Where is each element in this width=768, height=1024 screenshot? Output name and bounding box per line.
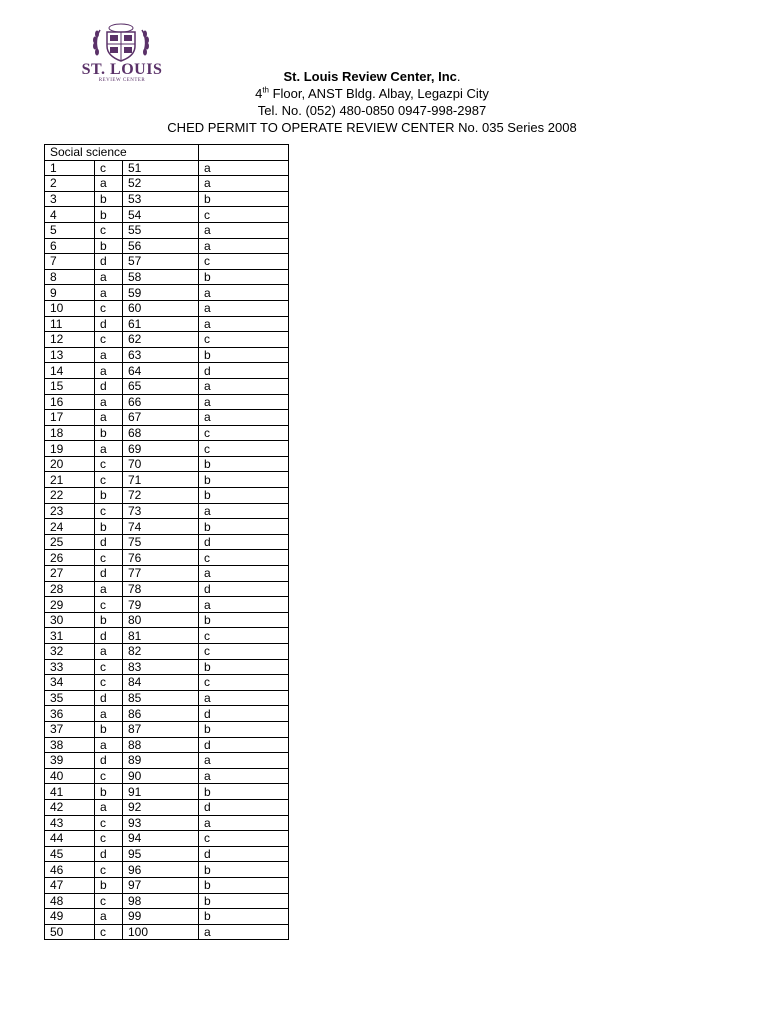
table-row (45, 456, 289, 472)
answer-left: c (95, 550, 123, 566)
letterhead (100, 68, 644, 136)
answer-right: c (199, 425, 289, 441)
answer-left: d (95, 534, 123, 550)
answer-left: a (95, 394, 123, 410)
table-row (45, 300, 289, 316)
answer-left: c (95, 831, 123, 847)
item-number-right: 72 (123, 488, 199, 504)
answer-right: d (199, 706, 289, 722)
item-number-left: 10 (45, 300, 95, 316)
item-number-right: 82 (123, 644, 199, 660)
answer-left: c (95, 503, 123, 519)
item-number-right: 54 (123, 207, 199, 223)
item-number-left: 45 (45, 846, 95, 862)
table-row (45, 472, 289, 488)
item-number-left: 11 (45, 316, 95, 332)
item-number-right: 74 (123, 519, 199, 535)
table-row (45, 519, 289, 535)
item-number-left: 5 (45, 222, 95, 238)
item-number-left: 42 (45, 799, 95, 815)
table-row (45, 441, 289, 457)
answer-right: a (199, 316, 289, 332)
answer-right: a (199, 394, 289, 410)
item-number-right: 63 (123, 347, 199, 363)
item-number-left: 24 (45, 519, 95, 535)
answer-left: a (95, 644, 123, 660)
answer-left: a (95, 347, 123, 363)
item-number-right: 76 (123, 550, 199, 566)
answer-right: a (199, 410, 289, 426)
logo-subtitle: REVIEW CENTER (98, 78, 146, 83)
answer-right: b (199, 456, 289, 472)
answer-right: d (199, 581, 289, 597)
item-number-right: 68 (123, 425, 199, 441)
table-row (45, 799, 289, 815)
table-row (45, 269, 289, 285)
answer-left: b (95, 519, 123, 535)
answer-left: a (95, 737, 123, 753)
item-number-right: 55 (123, 222, 199, 238)
item-number-right: 59 (123, 285, 199, 301)
answer-left: b (95, 488, 123, 504)
item-number-left: 40 (45, 768, 95, 784)
item-number-left: 3 (45, 191, 95, 207)
item-number-left: 2 (45, 176, 95, 192)
answer-right: b (199, 862, 289, 878)
answer-right: a (199, 815, 289, 831)
item-number-right: 62 (123, 332, 199, 348)
table-row (45, 410, 289, 426)
answer-left: a (95, 909, 123, 925)
item-number-left: 32 (45, 644, 95, 660)
answer-right: b (199, 612, 289, 628)
table-row (45, 176, 289, 192)
answer-right: b (199, 269, 289, 285)
item-number-right: 81 (123, 628, 199, 644)
item-number-left: 28 (45, 581, 95, 597)
item-number-left: 20 (45, 456, 95, 472)
item-number-left: 8 (45, 269, 95, 285)
answer-right: c (199, 441, 289, 457)
table-row (45, 550, 289, 566)
table-row (45, 659, 289, 675)
table-row (45, 862, 289, 878)
item-number-right: 70 (123, 456, 199, 472)
table-row (45, 768, 289, 784)
item-number-right: 75 (123, 534, 199, 550)
answer-right: b (199, 472, 289, 488)
table-row (45, 160, 289, 176)
table-row (45, 737, 289, 753)
item-number-left: 38 (45, 737, 95, 753)
answer-left: c (95, 160, 123, 176)
item-number-left: 37 (45, 721, 95, 737)
answer-right: d (199, 846, 289, 862)
table-row (45, 909, 289, 925)
table-row (45, 628, 289, 644)
table-row (45, 394, 289, 410)
answer-left: c (95, 893, 123, 909)
item-number-right: 99 (123, 909, 199, 925)
answer-left: a (95, 176, 123, 192)
item-number-right: 77 (123, 566, 199, 582)
answer-right: b (199, 909, 289, 925)
answer-left: b (95, 238, 123, 254)
table-title-row (45, 145, 289, 161)
answer-left: d (95, 753, 123, 769)
answer-left: c (95, 862, 123, 878)
table-row (45, 363, 289, 379)
item-number-right: 88 (123, 737, 199, 753)
answer-left: b (95, 425, 123, 441)
answer-left: d (95, 254, 123, 270)
answer-left: c (95, 924, 123, 940)
answer-right: a (199, 222, 289, 238)
item-number-right: 57 (123, 254, 199, 270)
answer-left: b (95, 191, 123, 207)
answer-right: c (199, 254, 289, 270)
table-row (45, 332, 289, 348)
answer-right: a (199, 690, 289, 706)
answer-left: c (95, 768, 123, 784)
item-number-left: 23 (45, 503, 95, 519)
answer-right: a (199, 503, 289, 519)
item-number-right: 60 (123, 300, 199, 316)
answer-right: d (199, 363, 289, 379)
table-row (45, 254, 289, 270)
item-number-right: 78 (123, 581, 199, 597)
table-row (45, 612, 289, 628)
item-number-left: 33 (45, 659, 95, 675)
table-row (45, 831, 289, 847)
answer-left: c (95, 472, 123, 488)
item-number-right: 65 (123, 378, 199, 394)
table-row (45, 690, 289, 706)
answer-right: d (199, 534, 289, 550)
company-line: St. Louis Review Center, Inc. (283, 69, 461, 84)
table-row (45, 503, 289, 519)
table-row (45, 534, 289, 550)
permit-line: CHED PERMIT TO OPERATE REVIEW CENTER No. 035 Series 2008 (167, 120, 577, 135)
answer-right: a (199, 597, 289, 613)
item-number-left: 50 (45, 924, 95, 940)
item-number-left: 14 (45, 363, 95, 379)
logo-name: ST. LOUIS (81, 61, 163, 78)
item-number-right: 58 (123, 269, 199, 285)
item-number-left: 47 (45, 877, 95, 893)
answer-left: b (95, 207, 123, 223)
answer-left: d (95, 316, 123, 332)
answer-left: d (95, 566, 123, 582)
answer-left: d (95, 628, 123, 644)
item-number-left: 30 (45, 612, 95, 628)
table-row (45, 597, 289, 613)
item-number-left: 4 (45, 207, 95, 223)
answer-left: a (95, 269, 123, 285)
telephone-line: Tel. No. (052) 480-0850 0947-998-2987 (257, 103, 487, 118)
answer-right: b (199, 488, 289, 504)
item-number-right: 52 (123, 176, 199, 192)
table-row (45, 753, 289, 769)
answer-right: c (199, 628, 289, 644)
table-row (45, 222, 289, 238)
item-number-right: 94 (123, 831, 199, 847)
item-number-right: 98 (123, 893, 199, 909)
answer-left: c (95, 659, 123, 675)
item-number-right: 66 (123, 394, 199, 410)
answer-left: c (95, 300, 123, 316)
answer-left: a (95, 581, 123, 597)
answer-right: a (199, 176, 289, 192)
answer-left: b (95, 877, 123, 893)
answer-right: b (199, 721, 289, 737)
answer-left: c (95, 456, 123, 472)
item-number-left: 12 (45, 332, 95, 348)
answer-left: a (95, 363, 123, 379)
crest-icon (90, 22, 152, 64)
answer-right: a (199, 300, 289, 316)
table-row (45, 706, 289, 722)
answer-right: b (199, 347, 289, 363)
answer-left: b (95, 721, 123, 737)
item-number-right: 83 (123, 659, 199, 675)
item-number-left: 46 (45, 862, 95, 878)
answer-left: b (95, 612, 123, 628)
answer-left: b (95, 784, 123, 800)
item-number-left: 25 (45, 534, 95, 550)
answer-left: c (95, 815, 123, 831)
answer-left: a (95, 706, 123, 722)
item-number-right: 53 (123, 191, 199, 207)
item-number-left: 26 (45, 550, 95, 566)
item-number-right: 95 (123, 846, 199, 862)
table-row (45, 285, 289, 301)
answer-right: a (199, 285, 289, 301)
answer-right: a (199, 768, 289, 784)
item-number-left: 7 (45, 254, 95, 270)
answer-right: b (199, 877, 289, 893)
item-number-right: 90 (123, 768, 199, 784)
item-number-right: 80 (123, 612, 199, 628)
answer-right: a (199, 378, 289, 394)
item-number-left: 34 (45, 675, 95, 691)
item-number-left: 9 (45, 285, 95, 301)
answer-left: a (95, 441, 123, 457)
answer-left: a (95, 799, 123, 815)
answer-right: c (199, 332, 289, 348)
item-number-right: 91 (123, 784, 199, 800)
item-number-left: 36 (45, 706, 95, 722)
answer-right: b (199, 191, 289, 207)
table-row (45, 846, 289, 862)
item-number-right: 85 (123, 690, 199, 706)
item-number-left: 31 (45, 628, 95, 644)
answer-left: c (95, 332, 123, 348)
table-row (45, 721, 289, 737)
item-number-right: 51 (123, 160, 199, 176)
item-number-right: 56 (123, 238, 199, 254)
answer-left: a (95, 410, 123, 426)
table-row (45, 924, 289, 940)
table-row (45, 784, 289, 800)
item-number-right: 61 (123, 316, 199, 332)
table-row (45, 815, 289, 831)
answer-right: c (199, 550, 289, 566)
answer-right: a (199, 924, 289, 940)
answer-left: c (95, 675, 123, 691)
answer-left: c (95, 222, 123, 238)
item-number-right: 69 (123, 441, 199, 457)
item-number-right: 79 (123, 597, 199, 613)
table-row (45, 644, 289, 660)
table-row (45, 238, 289, 254)
table-row (45, 581, 289, 597)
item-number-left: 27 (45, 566, 95, 582)
answer-right: d (199, 799, 289, 815)
item-number-left: 19 (45, 441, 95, 457)
table-row (45, 425, 289, 441)
table-row (45, 347, 289, 363)
table-row (45, 191, 289, 207)
item-number-right: 84 (123, 675, 199, 691)
answer-left: c (95, 597, 123, 613)
item-number-right: 71 (123, 472, 199, 488)
table-row (45, 316, 289, 332)
item-number-left: 49 (45, 909, 95, 925)
item-number-right: 67 (123, 410, 199, 426)
item-number-right: 89 (123, 753, 199, 769)
item-number-left: 35 (45, 690, 95, 706)
table-row (45, 675, 289, 691)
item-number-right: 92 (123, 799, 199, 815)
item-number-right: 64 (123, 363, 199, 379)
answer-right: c (199, 207, 289, 223)
answer-left: d (95, 846, 123, 862)
table-row (45, 877, 289, 893)
item-number-left: 44 (45, 831, 95, 847)
item-number-left: 43 (45, 815, 95, 831)
answer-left: a (95, 285, 123, 301)
item-number-left: 29 (45, 597, 95, 613)
answer-right: c (199, 831, 289, 847)
item-number-left: 18 (45, 425, 95, 441)
table-title: Social science (45, 145, 199, 161)
table-row (45, 207, 289, 223)
answer-right: b (199, 519, 289, 535)
item-number-right: 96 (123, 862, 199, 878)
item-number-right: 73 (123, 503, 199, 519)
answer-right: c (199, 644, 289, 660)
answer-left: d (95, 378, 123, 394)
answer-key-table (44, 144, 289, 940)
answer-right: c (199, 675, 289, 691)
table-row (45, 378, 289, 394)
item-number-left: 41 (45, 784, 95, 800)
answer-right: b (199, 893, 289, 909)
item-number-left: 16 (45, 394, 95, 410)
item-number-left: 15 (45, 378, 95, 394)
answer-right: a (199, 160, 289, 176)
answer-right: a (199, 566, 289, 582)
answer-left: d (95, 690, 123, 706)
company-name: St. Louis Review Center, Inc (283, 69, 457, 84)
item-number-right: 93 (123, 815, 199, 831)
item-number-right: 86 (123, 706, 199, 722)
item-number-right: 87 (123, 721, 199, 737)
item-number-right: 100 (123, 924, 199, 940)
item-number-left: 22 (45, 488, 95, 504)
item-number-right: 97 (123, 877, 199, 893)
item-number-left: 1 (45, 160, 95, 176)
table-row (45, 893, 289, 909)
answer-right: a (199, 753, 289, 769)
table-row (45, 566, 289, 582)
answer-right: b (199, 659, 289, 675)
item-number-left: 6 (45, 238, 95, 254)
answer-right: d (199, 737, 289, 753)
item-number-left: 48 (45, 893, 95, 909)
item-number-left: 21 (45, 472, 95, 488)
answer-right: b (199, 784, 289, 800)
table-row (45, 488, 289, 504)
item-number-left: 13 (45, 347, 95, 363)
item-number-left: 39 (45, 753, 95, 769)
item-number-left: 17 (45, 410, 95, 426)
answer-right: a (199, 238, 289, 254)
address-line: 4th Floor, ANST Bldg. Albay, Legazpi City (255, 85, 489, 101)
